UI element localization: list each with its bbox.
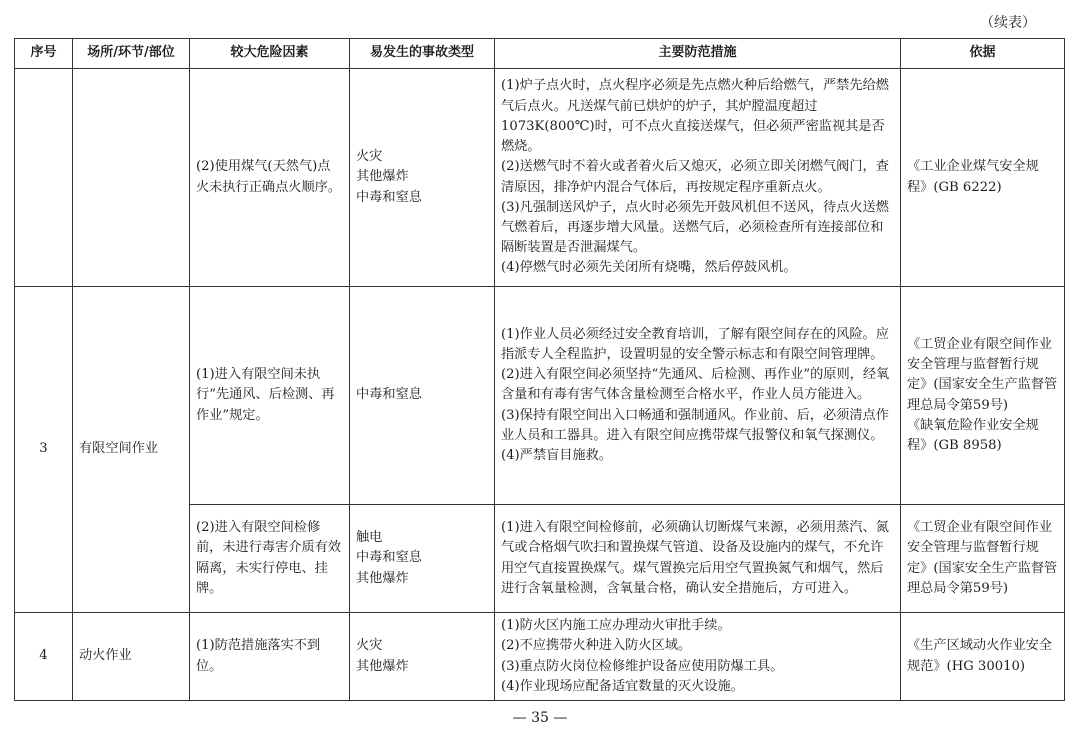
measures-cell — [495, 613, 901, 701]
risk-cell: (2)使用煤气(天然气)点火未执行正确点火顺序。 — [190, 69, 350, 287]
measure-item: (1)进入有限空间检修前，必须确认切断煤气来源，必须用蒸汽、氮气或合格烟气吹扫和置换煤气管道、设备及设施内的煤气，不允许用空气直接置换煤气。煤气置换完后用空气置换氮气和烟气，然后进行含氧量检测，含氧量合格，确认安全措施后，方可进入。 — [501, 520, 889, 596]
header-no: 序号 — [15, 39, 73, 69]
measure-item: (2)不应携带火种进入防火区域。 — [501, 638, 692, 654]
accident-cell — [350, 613, 495, 701]
basis-cell: 《工业企业煤气安全规程》(GB 6222) — [901, 69, 1065, 287]
continued-label: （续表） — [980, 15, 1036, 31]
measure-item: (4)停燃气时必须先关闭所有烧嘴，然后停鼓风机。 — [501, 260, 797, 276]
header-basis: 依据 — [901, 39, 1065, 69]
measure-item: (4)严禁盲目施救。 — [501, 448, 612, 463]
measure-item: (1)作业人员必须经过安全教育培训，了解有限空间存在的风险。应指派专人全程监护，设置明显的安全警示标志和有限空间管理牌。 — [501, 326, 889, 362]
measures-cell — [495, 287, 901, 505]
risk-cell: (1)进入有限空间未执行“先通风、后检测、再作业”规定。 — [190, 287, 350, 505]
basis-cell: 《工贸企业有限空间作业安全管理与监督暂行规定》(国家安全生产监督管理总局令第59号) — [901, 505, 1065, 613]
accident-type: 火灾 — [356, 638, 383, 654]
row-no-cell — [15, 69, 73, 287]
measures-cell — [495, 505, 901, 613]
header-measures: 主要防范措施 — [495, 39, 901, 69]
risk-cell: (2)进入有限空间检修前，未进行毒害介质有效隔离，未实行停电、挂牌。 — [190, 505, 350, 613]
row-place-cell — [73, 69, 190, 287]
basis-cell — [901, 287, 1065, 505]
accident-type: 其他爆炸 — [356, 658, 409, 674]
row-no-cell: 4 — [15, 613, 73, 701]
hazard-table — [14, 38, 1065, 701]
measure-item: (1)防火区内施工应办理动火审批手续。 — [501, 618, 731, 634]
row-place-cell: 动火作业 — [73, 613, 190, 701]
measure-item: (2)进入有限空间必须坚持“先通风、后检测、再作业”的原则，经氧含量和有毒有害气体含量检测至合格水平，作业人员方能进入。 — [501, 367, 890, 403]
row-place-cell: 有限空间作业 — [73, 287, 190, 613]
row-no-cell: 3 — [15, 287, 73, 613]
measure-item: (3)凡强制送风炉子，点火时必须先开鼓风机但不送风，待点火送燃气燃着后，再逐步增大风量。送燃气后，必须检查所有连接部位和隔断装置是否泄漏煤气。 — [501, 199, 889, 256]
accident-type: 中毒和窒息 — [356, 189, 422, 205]
table-header-row — [15, 39, 1065, 69]
accident-type: 火灾 — [356, 149, 383, 165]
measure-item: (3)重点防火岗位检修维护设备应使用防爆工具。 — [501, 658, 784, 674]
measure-item: (1)炉子点火时，点火程序必须是先点燃火种后给燃气，严禁先给燃气后点火。凡送煤气前已烘炉的炉子，其炉膛温度超过1073K(800℃)时，可不点火直接送煤气，但必须严密监视其是否燃烧。 — [501, 78, 889, 155]
measure-item: (4)作业现场应配备适宜数量的灭火设施。 — [501, 678, 744, 694]
accident-type: 中毒和窒息 — [356, 550, 422, 566]
page-number: — 35 — — [512, 710, 568, 726]
header-risk: 较大危险因素 — [190, 39, 350, 69]
accident-cell — [350, 69, 495, 287]
accident-type: 其他爆炸 — [356, 169, 409, 185]
risk-cell: (1)防范措施落实不到位。 — [190, 613, 350, 701]
accident-cell — [350, 287, 495, 505]
table-row — [15, 287, 1065, 505]
accident-cell — [350, 505, 495, 613]
basis-cell: 《生产区域动火作业安全规范》(HG 30010) — [901, 613, 1065, 701]
measure-item: (3)保持有限空间出入口畅通和强制通风。作业前、后，必须清点作业人员和工器具。进入有限空间应携带煤气报警仪和氧气探测仪。 — [501, 407, 889, 443]
accident-type: 中毒和窒息 — [356, 387, 422, 403]
measure-item: (2)送燃气时不着火或者着火后又熄灭，必须立即关闭燃气阀门，查清原因，排净炉内混合气体后，再按规定程序重新点火。 — [501, 159, 889, 195]
accident-type: 其他爆炸 — [356, 570, 409, 586]
basis-item: 《工贸企业有限空间作业安全管理与监督暂行规定》(国家安全生产监督管理总局令第59号) — [907, 336, 1058, 413]
table-row — [15, 613, 1065, 701]
basis-item: 《缺氧危险作业安全规程》(GB 8958) — [907, 417, 1039, 453]
table-row — [15, 69, 1065, 287]
header-accident: 易发生的事故类型 — [350, 39, 495, 69]
accident-type: 触电 — [356, 530, 383, 546]
measures-cell — [495, 69, 901, 287]
header-place: 场所/环节/部位 — [73, 39, 190, 69]
